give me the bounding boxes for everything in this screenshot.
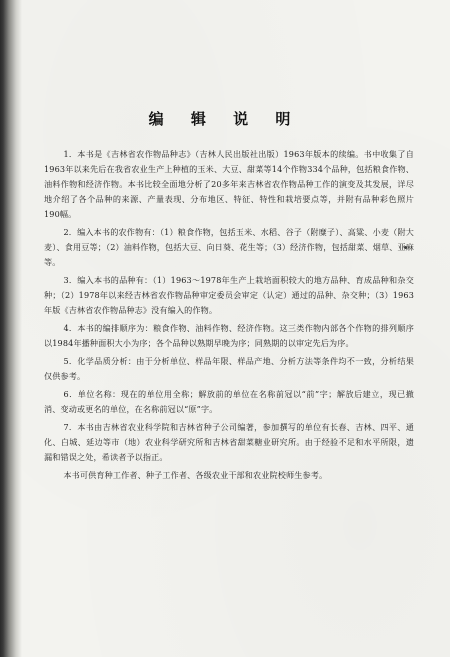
note-closing-paragraph: 本书可供育种工作者、种子工作者、各级农业干部和农业院校师生参考。 bbox=[63, 470, 328, 480]
note-paragraph-6: 6．单位名称：现在的单位用全称；解放前的单位在名称前冠以“前”字；解放后建立，现已撤消、变动或更名的单位，在名称前冠以“原”字。 bbox=[44, 389, 414, 414]
editorial-notes-body bbox=[44, 147, 414, 483]
note-paragraph-2: 2．编入本书的农作物有：（1）粮食作物，包括玉米、水稻、谷子（附糜子）、高粱、小麦（附大麦）、食用豆等；（2）油料作物，包括大豆、向日葵、花生等；（3）经济作物，包括甜菜、烟草、亚麻等。 bbox=[44, 227, 414, 267]
note-paragraph-7: 7．本书由吉林省农业科学院和吉林省种子公司编著，参加撰写的单位有长春、吉林、四平、通化、白城、延边等市（地）农业科学研究所和吉林省甜菜糖业研究所。由于经验不足和水平所限，遗漏和错误之处，希读者予以指正。 bbox=[44, 422, 414, 462]
note-paragraph-4: 4．本书的编排顺序为：粮食作物、油料作物、经济作物。这三类作物内部各个作物的排列顺序以1984年播种面积大小为序；各个品种以熟期早晚为序；同熟期的以审定先后为序。 bbox=[44, 323, 414, 348]
note-paragraph-3: 3．编入本书的品种有：（1）1963～1978年生产上栽培面积较大的地方品种、育成品种和杂交种；（2）1978年以来经吉林省农作物品种审定委员会审定（认定）通过的品种、杂交种；（3）1963年版《吉林省农作物品种志》没有编入的作物。 bbox=[44, 275, 414, 315]
book-binding-shadow bbox=[0, 0, 22, 657]
note-paragraph-5: 5．化学品质分析：由于分析单位、样品年限、样品产地、分析方法等条件均不一致，分析结果仅供参考。 bbox=[44, 356, 414, 381]
note-paragraph-1: 1．本书是《吉林省农作物品种志》（吉林人民出版社出版）1963年版本的续编。书中收集了自1963年以来先后在我省农业生产上种植的玉米、大豆、甜菜等14个作物334个品种，包括粮食作物、油料作物和经济作物。本书比较全面地分析了20多年来吉林省农作物品种工作的演变及其发展，详尽地介绍了各个品种的来源、产量表现、分布地区、特征、特性和栽培要点等，并附有品种彩色照片190幅。 bbox=[44, 149, 414, 219]
page-title: 编 辑 说 明 bbox=[148, 110, 302, 128]
